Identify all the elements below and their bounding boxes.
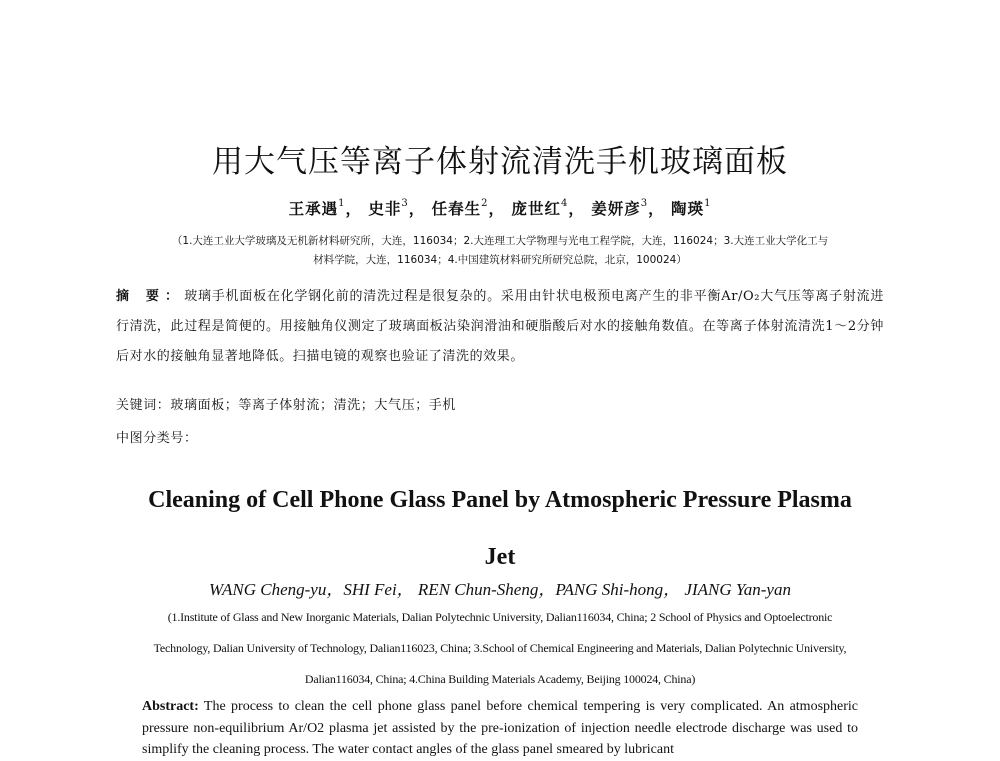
- english-authors: WANG Cheng-yu，SHI Fei， REN Chun-Sheng，PANG Shi-hong， JIANG Yan-yan: [209, 580, 791, 599]
- english-abstract: [142, 696, 858, 761]
- author-name: 王承遇: [288, 199, 339, 218]
- abstract-text: 玻璃手机面板在化学钢化前的清洗过程是很复杂的。采用由针状电极预电离产生的非平衡Ar/O₂大气压等离子射流进行清洗，此过程是简便的。用接触角仪测定了玻璃面板沾染润滑油和硬脂酸后对水的接触角数值。在等离子体射流清洗1～2分钟后对水的接触角显著地降低。扫描电镜的观察也验证了清洗的效果。: [116, 289, 885, 364]
- english-title: Cleaning of Cell Phone Glass Panel by Atmospheric Pressure Plasma Jet: [148, 487, 852, 570]
- keywords-label: 关键词：: [116, 398, 171, 413]
- author-name: 任春生: [431, 199, 482, 218]
- abstract-label: Abstract:: [142, 699, 199, 714]
- chinese-keywords: [116, 394, 884, 413]
- affiliation-line: （1.大连工业大学玻璃及无机新材料研究所，大连，116034；2.大连理工大学物理与光电工程学院，大连，116024；3.大连工业大学化工与: [171, 235, 829, 247]
- chinese-abstract: [116, 282, 884, 372]
- author-name: 庞世红: [511, 199, 561, 218]
- affiliation-line: 材料学院，大连，116034；4.中国建筑材料研究所研究总院，北京，100024）: [313, 254, 687, 266]
- abstract-label: 摘 要：: [116, 289, 185, 304]
- keywords-text: 玻璃面板；等离子体射流；清洗；大气压；手机: [170, 398, 457, 413]
- author-affil-mark: 1: [704, 197, 712, 209]
- author-affil-mark: 1: [338, 197, 346, 209]
- classification-number: 中图分类号：: [116, 431, 198, 446]
- author-affil-mark: 4: [560, 197, 569, 209]
- author-name: 史非: [368, 199, 402, 218]
- author-name: 姜妍彦: [591, 199, 641, 218]
- chinese-authors: 王承遇$^1$， 史非$^3$， 任春生$^2$， 庞世红$^4$， 姜妍彦$^3$， 陶瑛$^1$: [288, 197, 712, 218]
- english-affiliations: (1.Institute of Glass and New Inorganic Materials, Dalian Polytechnic University, Dalian116034, China; 2 School of Physics and Optoelectronic Technology, Dalian University of Technology, Dalian116023, China; 3.School of Chemical Engineering and Materials, Dalian Polytechnic University, Dalian116034, China; 4.China Building Materials Academy, Beijing 100024, China): [153, 610, 847, 686]
- chinese-title: 用大气压等离子体射流清洗手机玻璃面板: [212, 144, 788, 180]
- author-name: 陶瑛: [671, 199, 705, 218]
- author-affil-mark: 3: [401, 197, 409, 209]
- abstract-text: The process to clean the cell phone glass panel before chemical tempering is very complicated. An atmospheric pressure non-equilibrium Ar/O2 plasma jet assisted by the pre-ionization of injection needle electrode discharge was used to simplify the cleaning process. The water contact angles of the glass panel smeared by lubricant: [142, 699, 859, 757]
- author-affil-mark: 3: [640, 197, 649, 209]
- chinese-affiliations: [110, 232, 890, 270]
- author-affil-mark: 2: [481, 197, 489, 209]
